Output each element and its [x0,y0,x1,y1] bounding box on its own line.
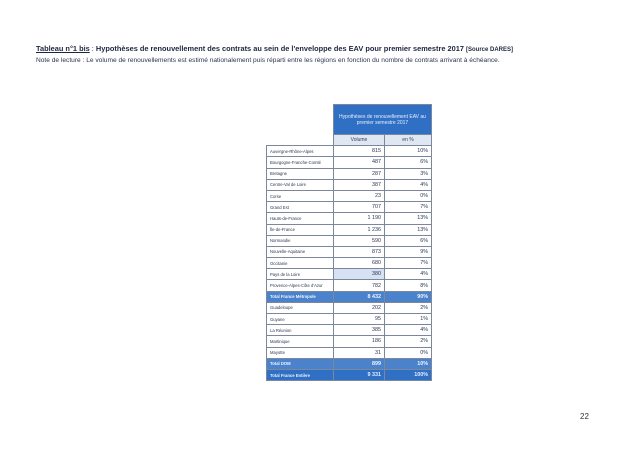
table-row [267,302,432,313]
volume-cell: 31 [334,347,385,358]
pct-cell: 13% [385,224,432,235]
region-name: Corse [267,190,334,201]
volume-cell: 186 [334,336,385,347]
pct-cell: 1% [385,314,432,325]
reading-note: Note de lecture : Le volume de renouvellements est estimé nationalement puis réparti entre les régions en fonction du nombre de contrats arrivant à échéance. [36,56,500,64]
region-name: Hauts-de-France [267,213,334,224]
pct-cell: 4% [385,325,432,336]
table-row [267,168,432,179]
volume-cell: 815 [334,146,385,157]
title-separator: : [89,44,96,53]
col-header-volume: Volume [334,135,385,146]
volume-cell: 1 236 [334,224,385,235]
total-metro-pct: 90% [385,291,432,302]
table-row [267,258,432,269]
total-dom-pct: 10% [385,358,432,369]
total-metro-label: Total France Métropole [267,291,334,302]
volume-cell: 590 [334,235,385,246]
pct-cell: 0% [385,347,432,358]
volume-cell: 873 [334,246,385,257]
volume-cell: 202 [334,302,385,313]
pct-cell: 3% [385,168,432,179]
region-name: Île-de-France [267,224,334,235]
col-header-pct: en % [385,135,432,146]
table-row [267,146,432,157]
total-metro-row [267,291,432,302]
region-name: Centre-Val de Loire [267,179,334,190]
table-row [267,280,432,291]
document-header [36,44,606,65]
region-name: Auvergne-Rhône-Alpes [267,146,334,157]
total-france-label: Total France Entière [267,369,334,380]
table-row [267,246,432,257]
table-row [267,157,432,168]
volume-cell: 487 [334,157,385,168]
table-row [267,325,432,336]
table-title-text: Hypothèses de renouvellement des contrats au sein de l'enveloppe des EAV pour premier semestre 2017 [95,44,464,53]
table-row [267,269,432,280]
region-name: Grand Est [267,202,334,213]
volume-cell: 380 [334,269,385,280]
volume-cell: 287 [334,168,385,179]
total-dom-row [267,358,432,369]
total-france-row [267,369,432,380]
total-dom-volume: 899 [334,358,385,369]
region-name: Provence-Alpes-Côte d'Azur [267,280,334,291]
pct-cell: 6% [385,235,432,246]
pct-cell: 4% [385,269,432,280]
pct-cell: 7% [385,202,432,213]
region-name: Mayotte [267,347,334,358]
volume-cell: 1 190 [334,213,385,224]
volume-cell: 707 [334,202,385,213]
table-title [36,44,606,56]
volume-cell: 95 [334,314,385,325]
region-name: Pays de la Loire [267,269,334,280]
volume-cell: 23 [334,190,385,201]
table-row [267,213,432,224]
table-row [267,202,432,213]
region-name: Martinique [267,336,334,347]
table-row [267,190,432,201]
total-dom-label: Total DOM [267,358,334,369]
volume-cell: 782 [334,280,385,291]
renewal-table [266,104,432,381]
total-france-volume: 9 331 [334,369,385,380]
pct-cell: 7% [385,258,432,269]
table-row [267,314,432,325]
table-row [267,179,432,190]
table-row [267,336,432,347]
region-name: Occitanie [267,258,334,269]
pct-cell: 13% [385,213,432,224]
pct-cell: 10% [385,146,432,157]
table-source: [Source DARES] [466,47,514,53]
volume-cell: 387 [334,179,385,190]
pct-cell: 8% [385,280,432,291]
region-name: Nouvelle-Aquitaine [267,246,334,257]
table-row [267,347,432,358]
header-main: Hypothèses de renouvellement EAV au premier semestre 2017 [334,105,432,135]
total-france-pct: 100% [385,369,432,380]
region-name: Guadeloupe [267,302,334,313]
pct-cell: 2% [385,336,432,347]
region-name: Bourgogne-Franche-Comté [267,157,334,168]
header-blank-cell [267,105,334,135]
total-metro-volume: 8 432 [334,291,385,302]
region-name: Normandie [267,235,334,246]
region-name: Bretagne [267,168,334,179]
pct-cell: 9% [385,246,432,257]
subheader-blank-cell [267,135,334,146]
pct-cell: 0% [385,190,432,201]
pct-cell: 4% [385,179,432,190]
table-label: Tableau n°1 bis [36,44,90,53]
table-row [267,235,432,246]
volume-cell: 385 [334,325,385,336]
region-name: Guyane [267,314,334,325]
table-row [267,224,432,235]
pct-cell: 2% [385,302,432,313]
pct-cell: 6% [385,157,432,168]
page-number: 22 [580,412,589,421]
region-name: La Réunion [267,325,334,336]
volume-cell: 680 [334,258,385,269]
